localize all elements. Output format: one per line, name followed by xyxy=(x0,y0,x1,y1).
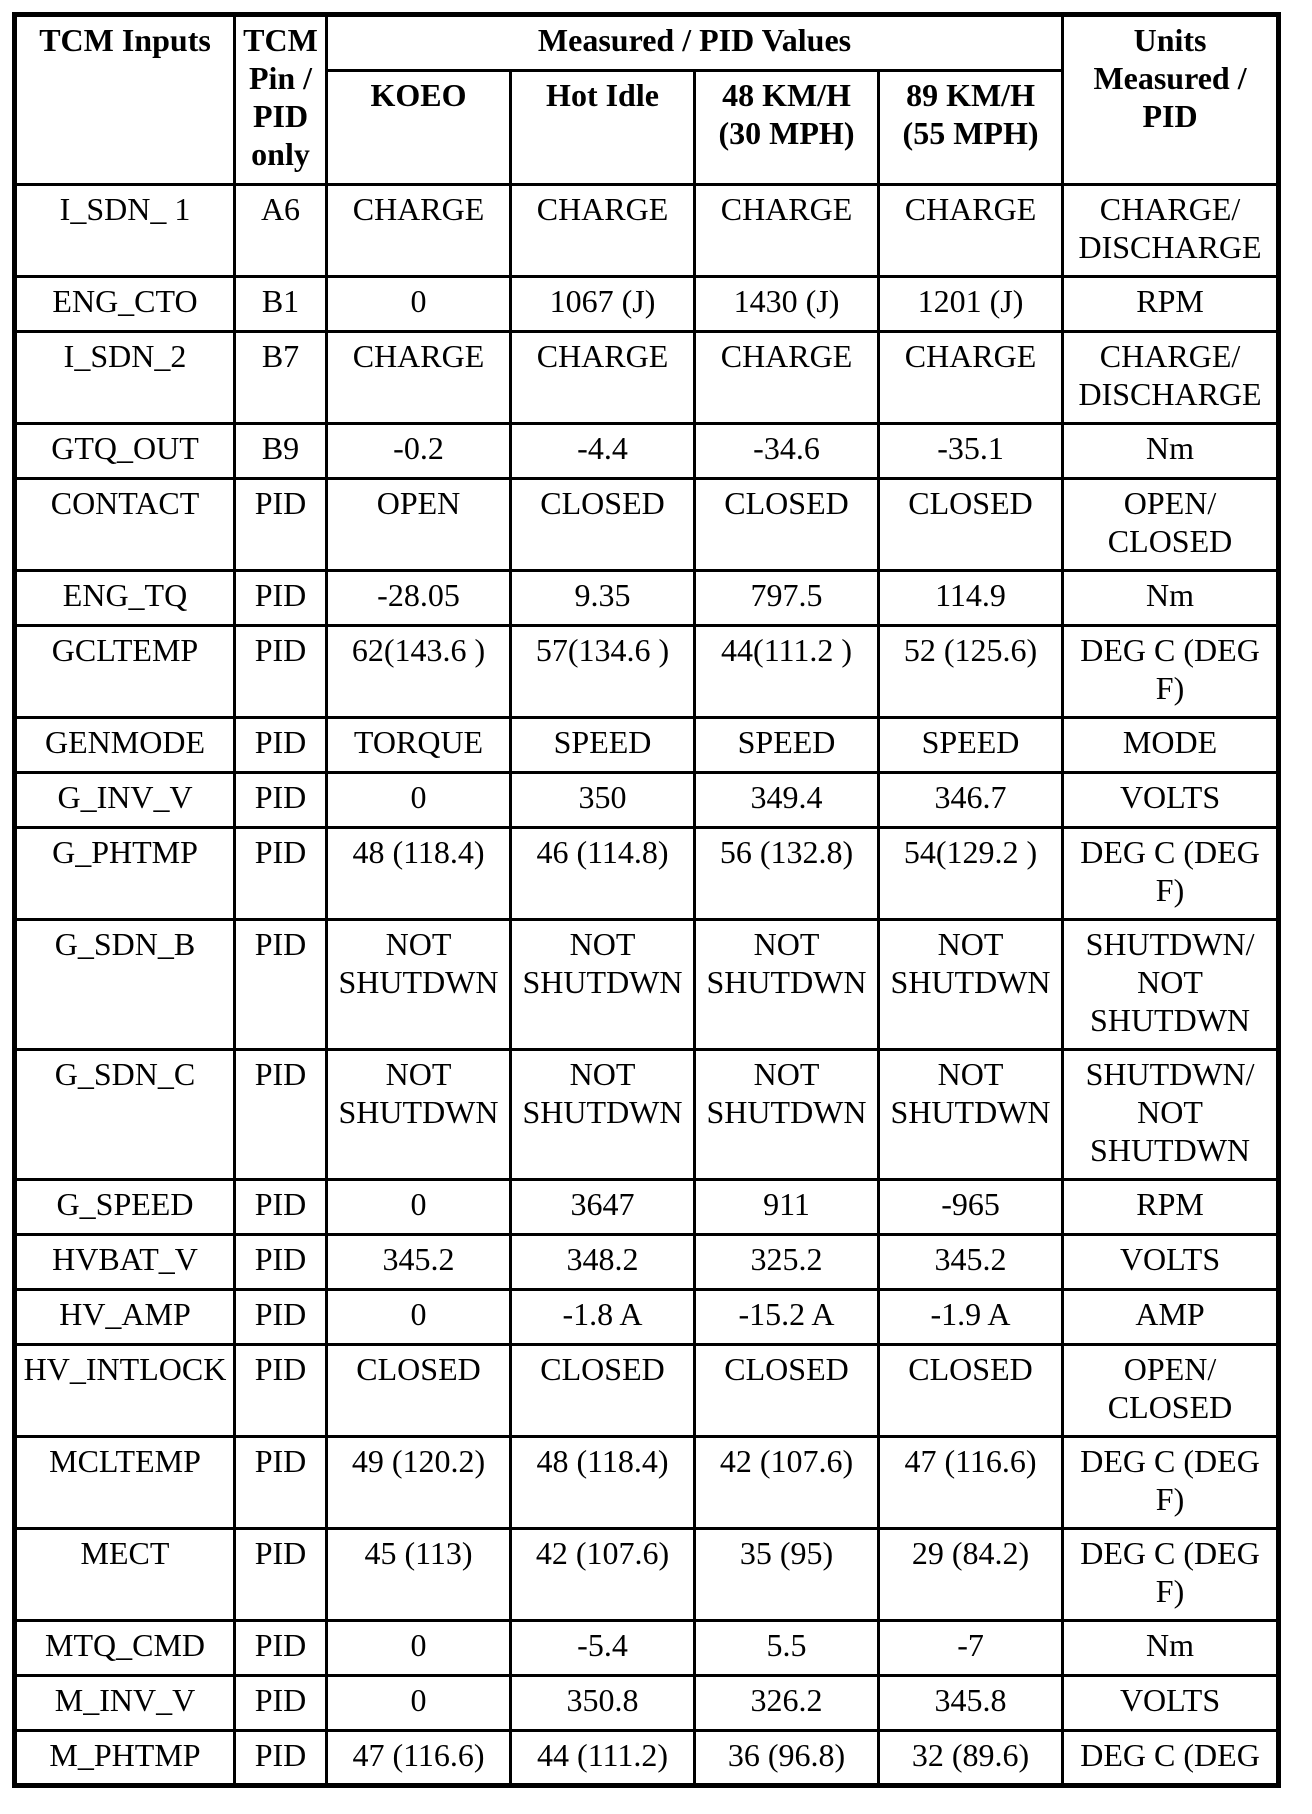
table-row xyxy=(15,185,1279,277)
koeo-value-cell: TORQUE xyxy=(327,718,511,773)
89kmh-value-cell: NOT SHUTDWN xyxy=(879,1050,1063,1180)
koeo-value-cell: 62(143.6 ) xyxy=(327,626,511,718)
89kmh-value-cell: 346.7 xyxy=(879,773,1063,828)
48kmh-value-cell: CLOSED xyxy=(695,479,879,571)
tcm-pin-cell: PID xyxy=(235,1180,327,1235)
hot-idle-value-cell: 350.8 xyxy=(511,1676,695,1731)
48kmh-value-cell: 35 (95) xyxy=(695,1529,879,1621)
48kmh-value-cell: 36 (96.8) xyxy=(695,1731,879,1786)
table-row xyxy=(15,571,1279,626)
hot-idle-value-cell: 44 (111.2) xyxy=(511,1731,695,1786)
units-cell: VOLTS xyxy=(1063,773,1279,828)
tcm-pin-cell: PID xyxy=(235,828,327,920)
tcm-pin-cell: PID xyxy=(235,920,327,1050)
tcm-input-cell: MTQ_CMD xyxy=(15,1621,235,1676)
table-row xyxy=(15,479,1279,571)
table-row xyxy=(15,1290,1279,1345)
48kmh-value-cell: CHARGE xyxy=(695,332,879,424)
hot-idle-value-cell: 57(134.6 ) xyxy=(511,626,695,718)
table-row xyxy=(15,1621,1279,1676)
tcm-pin-cell: PID xyxy=(235,1345,327,1437)
tcm-input-cell: GENMODE xyxy=(15,718,235,773)
header-tcm-pin: TCM Pin / PID only xyxy=(235,15,327,185)
tcm-pin-cell: PID xyxy=(235,571,327,626)
89kmh-value-cell: CLOSED xyxy=(879,1345,1063,1437)
tcm-input-cell: I_SDN_ 1 xyxy=(15,185,235,277)
48kmh-value-cell: 42 (107.6) xyxy=(695,1437,879,1529)
header-tcm-inputs: TCM Inputs xyxy=(15,15,235,185)
89kmh-value-cell: -965 xyxy=(879,1180,1063,1235)
48kmh-value-cell: 911 xyxy=(695,1180,879,1235)
89kmh-value-cell: CLOSED xyxy=(879,479,1063,571)
units-cell: DEG C (DEG F) xyxy=(1063,626,1279,718)
48kmh-value-cell: 349.4 xyxy=(695,773,879,828)
tcm-input-cell: ENG_TQ xyxy=(15,571,235,626)
hot-idle-value-cell: 9.35 xyxy=(511,571,695,626)
koeo-value-cell: -0.2 xyxy=(327,424,511,479)
tcm-pin-cell: PID xyxy=(235,718,327,773)
koeo-value-cell: NOT SHUTDWN xyxy=(327,920,511,1050)
table-row xyxy=(15,1235,1279,1290)
89kmh-value-cell: NOT SHUTDWN xyxy=(879,920,1063,1050)
units-cell: AMP xyxy=(1063,1290,1279,1345)
header-48kmh: 48 KM/H (30 MPH) xyxy=(695,71,879,185)
units-cell: DEG C (DEG F) xyxy=(1063,828,1279,920)
89kmh-value-cell: -1.9 A xyxy=(879,1290,1063,1345)
koeo-value-cell: 0 xyxy=(327,773,511,828)
units-cell: OPEN/ CLOSED xyxy=(1063,479,1279,571)
tcm-input-cell: G_PHTMP xyxy=(15,828,235,920)
koeo-value-cell: CHARGE xyxy=(327,185,511,277)
hot-idle-value-cell: 3647 xyxy=(511,1180,695,1235)
tcm-pin-cell: A6 xyxy=(235,185,327,277)
units-cell: Nm xyxy=(1063,1621,1279,1676)
89kmh-value-cell: CHARGE xyxy=(879,332,1063,424)
table-row xyxy=(15,1676,1279,1731)
48kmh-value-cell: SPEED xyxy=(695,718,879,773)
tcm-input-cell: G_INV_V xyxy=(15,773,235,828)
48kmh-value-cell: 5.5 xyxy=(695,1621,879,1676)
units-cell: VOLTS xyxy=(1063,1676,1279,1731)
koeo-value-cell: -28.05 xyxy=(327,571,511,626)
89kmh-value-cell: 54(129.2 ) xyxy=(879,828,1063,920)
table-row xyxy=(15,332,1279,424)
tcm-pin-cell: B9 xyxy=(235,424,327,479)
tcm-input-cell: I_SDN_2 xyxy=(15,332,235,424)
hot-idle-value-cell: 46 (114.8) xyxy=(511,828,695,920)
koeo-value-cell: 345.2 xyxy=(327,1235,511,1290)
48kmh-value-cell: 1430 (J) xyxy=(695,277,879,332)
hot-idle-value-cell: 348.2 xyxy=(511,1235,695,1290)
89kmh-value-cell: SPEED xyxy=(879,718,1063,773)
48kmh-value-cell: 797.5 xyxy=(695,571,879,626)
48kmh-value-cell: 325.2 xyxy=(695,1235,879,1290)
koeo-value-cell: 0 xyxy=(327,1290,511,1345)
tcm-pin-cell: PID xyxy=(235,479,327,571)
units-cell: DEG C (DEG xyxy=(1063,1731,1279,1786)
units-cell: CHARGE/ DISCHARGE xyxy=(1063,185,1279,277)
hot-idle-value-cell: 350 xyxy=(511,773,695,828)
89kmh-value-cell: -35.1 xyxy=(879,424,1063,479)
89kmh-value-cell: 29 (84.2) xyxy=(879,1529,1063,1621)
table-row xyxy=(15,920,1279,1050)
table-row xyxy=(15,1345,1279,1437)
koeo-value-cell: 0 xyxy=(327,1621,511,1676)
tcm-pin-cell: PID xyxy=(235,1050,327,1180)
tcm-pin-cell: PID xyxy=(235,1529,327,1621)
tcm-pin-cell: PID xyxy=(235,1676,327,1731)
hot-idle-value-cell: CHARGE xyxy=(511,332,695,424)
units-cell: OPEN/ CLOSED xyxy=(1063,1345,1279,1437)
tcm-input-cell: M_INV_V xyxy=(15,1676,235,1731)
48kmh-value-cell: CHARGE xyxy=(695,185,879,277)
tcm-pin-cell: PID xyxy=(235,1290,327,1345)
tcm-pin-cell: PID xyxy=(235,1235,327,1290)
hot-idle-value-cell: CHARGE xyxy=(511,185,695,277)
48kmh-value-cell: NOT SHUTDWN xyxy=(695,920,879,1050)
koeo-value-cell: 48 (118.4) xyxy=(327,828,511,920)
tcm-input-cell: HVBAT_V xyxy=(15,1235,235,1290)
tcm-pin-cell: PID xyxy=(235,773,327,828)
table-row xyxy=(15,828,1279,920)
89kmh-value-cell: 1201 (J) xyxy=(879,277,1063,332)
koeo-value-cell: 0 xyxy=(327,1676,511,1731)
48kmh-value-cell: -34.6 xyxy=(695,424,879,479)
table-row xyxy=(15,626,1279,718)
hot-idle-value-cell: CLOSED xyxy=(511,479,695,571)
units-cell: CHARGE/ DISCHARGE xyxy=(1063,332,1279,424)
89kmh-value-cell: 114.9 xyxy=(879,571,1063,626)
units-cell: Nm xyxy=(1063,571,1279,626)
tcm-pin-cell: B1 xyxy=(235,277,327,332)
48kmh-value-cell: -15.2 A xyxy=(695,1290,879,1345)
koeo-value-cell: NOT SHUTDWN xyxy=(327,1050,511,1180)
tcm-input-cell: MCLTEMP xyxy=(15,1437,235,1529)
tcm-pin-cell: PID xyxy=(235,626,327,718)
table-row xyxy=(15,718,1279,773)
units-cell: DEG C (DEG F) xyxy=(1063,1437,1279,1529)
table-row xyxy=(15,1180,1279,1235)
tcm-input-cell: GCLTEMP xyxy=(15,626,235,718)
units-cell: DEG C (DEG F) xyxy=(1063,1529,1279,1621)
koeo-value-cell: 49 (120.2) xyxy=(327,1437,511,1529)
header-measured-pid-values: Measured / PID Values xyxy=(327,15,1063,71)
koeo-value-cell: OPEN xyxy=(327,479,511,571)
89kmh-value-cell: -7 xyxy=(879,1621,1063,1676)
units-cell: SHUTDWN/ NOT SHUTDWN xyxy=(1063,1050,1279,1180)
48kmh-value-cell: NOT SHUTDWN xyxy=(695,1050,879,1180)
units-cell: MODE xyxy=(1063,718,1279,773)
hot-idle-value-cell: 1067 (J) xyxy=(511,277,695,332)
table-row xyxy=(15,1529,1279,1621)
units-cell: RPM xyxy=(1063,1180,1279,1235)
tcm-input-cell: CONTACT xyxy=(15,479,235,571)
table-row xyxy=(15,1437,1279,1529)
units-cell: RPM xyxy=(1063,277,1279,332)
48kmh-value-cell: 44(111.2 ) xyxy=(695,626,879,718)
tcm-input-cell: MECT xyxy=(15,1529,235,1621)
hot-idle-value-cell: -1.8 A xyxy=(511,1290,695,1345)
koeo-value-cell: 45 (113) xyxy=(327,1529,511,1621)
tcm-pin-cell: PID xyxy=(235,1731,327,1786)
units-cell: Nm xyxy=(1063,424,1279,479)
hot-idle-value-cell: CLOSED xyxy=(511,1345,695,1437)
tcm-input-cell: G_SDN_C xyxy=(15,1050,235,1180)
tcm-input-cell: G_SDN_B xyxy=(15,920,235,1050)
units-cell: VOLTS xyxy=(1063,1235,1279,1290)
tcm-values-table xyxy=(12,12,1281,1788)
hot-idle-value-cell: -4.4 xyxy=(511,424,695,479)
koeo-value-cell: CHARGE xyxy=(327,332,511,424)
table-body xyxy=(15,185,1279,1786)
table-row xyxy=(15,424,1279,479)
header-89kmh: 89 KM/H (55 MPH) xyxy=(879,71,1063,185)
tcm-input-cell: HV_INTLOCK xyxy=(15,1345,235,1437)
koeo-value-cell: 0 xyxy=(327,1180,511,1235)
tcm-input-cell: ENG_CTO xyxy=(15,277,235,332)
89kmh-value-cell: CHARGE xyxy=(879,185,1063,277)
koeo-value-cell: CLOSED xyxy=(327,1345,511,1437)
header-units: Units Measured / PID xyxy=(1063,15,1279,185)
89kmh-value-cell: 52 (125.6) xyxy=(879,626,1063,718)
hot-idle-value-cell: 42 (107.6) xyxy=(511,1529,695,1621)
89kmh-value-cell: 32 (89.6) xyxy=(879,1731,1063,1786)
header-hot-idle: Hot Idle xyxy=(511,71,695,185)
table-row xyxy=(15,773,1279,828)
hot-idle-value-cell: NOT SHUTDWN xyxy=(511,1050,695,1180)
table-row xyxy=(15,277,1279,332)
48kmh-value-cell: 56 (132.8) xyxy=(695,828,879,920)
89kmh-value-cell: 47 (116.6) xyxy=(879,1437,1063,1529)
tcm-input-cell: HV_AMP xyxy=(15,1290,235,1345)
table-row xyxy=(15,1050,1279,1180)
hot-idle-value-cell: -5.4 xyxy=(511,1621,695,1676)
tcm-pin-cell: PID xyxy=(235,1621,327,1676)
tcm-input-cell: G_SPEED xyxy=(15,1180,235,1235)
koeo-value-cell: 47 (116.6) xyxy=(327,1731,511,1786)
48kmh-value-cell: 326.2 xyxy=(695,1676,879,1731)
koeo-value-cell: 0 xyxy=(327,277,511,332)
units-cell: SHUTDWN/ NOT SHUTDWN xyxy=(1063,920,1279,1050)
tcm-pin-cell: PID xyxy=(235,1437,327,1529)
hot-idle-value-cell: SPEED xyxy=(511,718,695,773)
89kmh-value-cell: 345.2 xyxy=(879,1235,1063,1290)
tcm-input-cell: GTQ_OUT xyxy=(15,424,235,479)
tcm-pin-cell: B7 xyxy=(235,332,327,424)
89kmh-value-cell: 345.8 xyxy=(879,1676,1063,1731)
hot-idle-value-cell: 48 (118.4) xyxy=(511,1437,695,1529)
hot-idle-value-cell: NOT SHUTDWN xyxy=(511,920,695,1050)
tcm-input-cell: M_PHTMP xyxy=(15,1731,235,1786)
header-koeo: KOEO xyxy=(327,71,511,185)
table-row xyxy=(15,1731,1279,1786)
48kmh-value-cell: CLOSED xyxy=(695,1345,879,1437)
